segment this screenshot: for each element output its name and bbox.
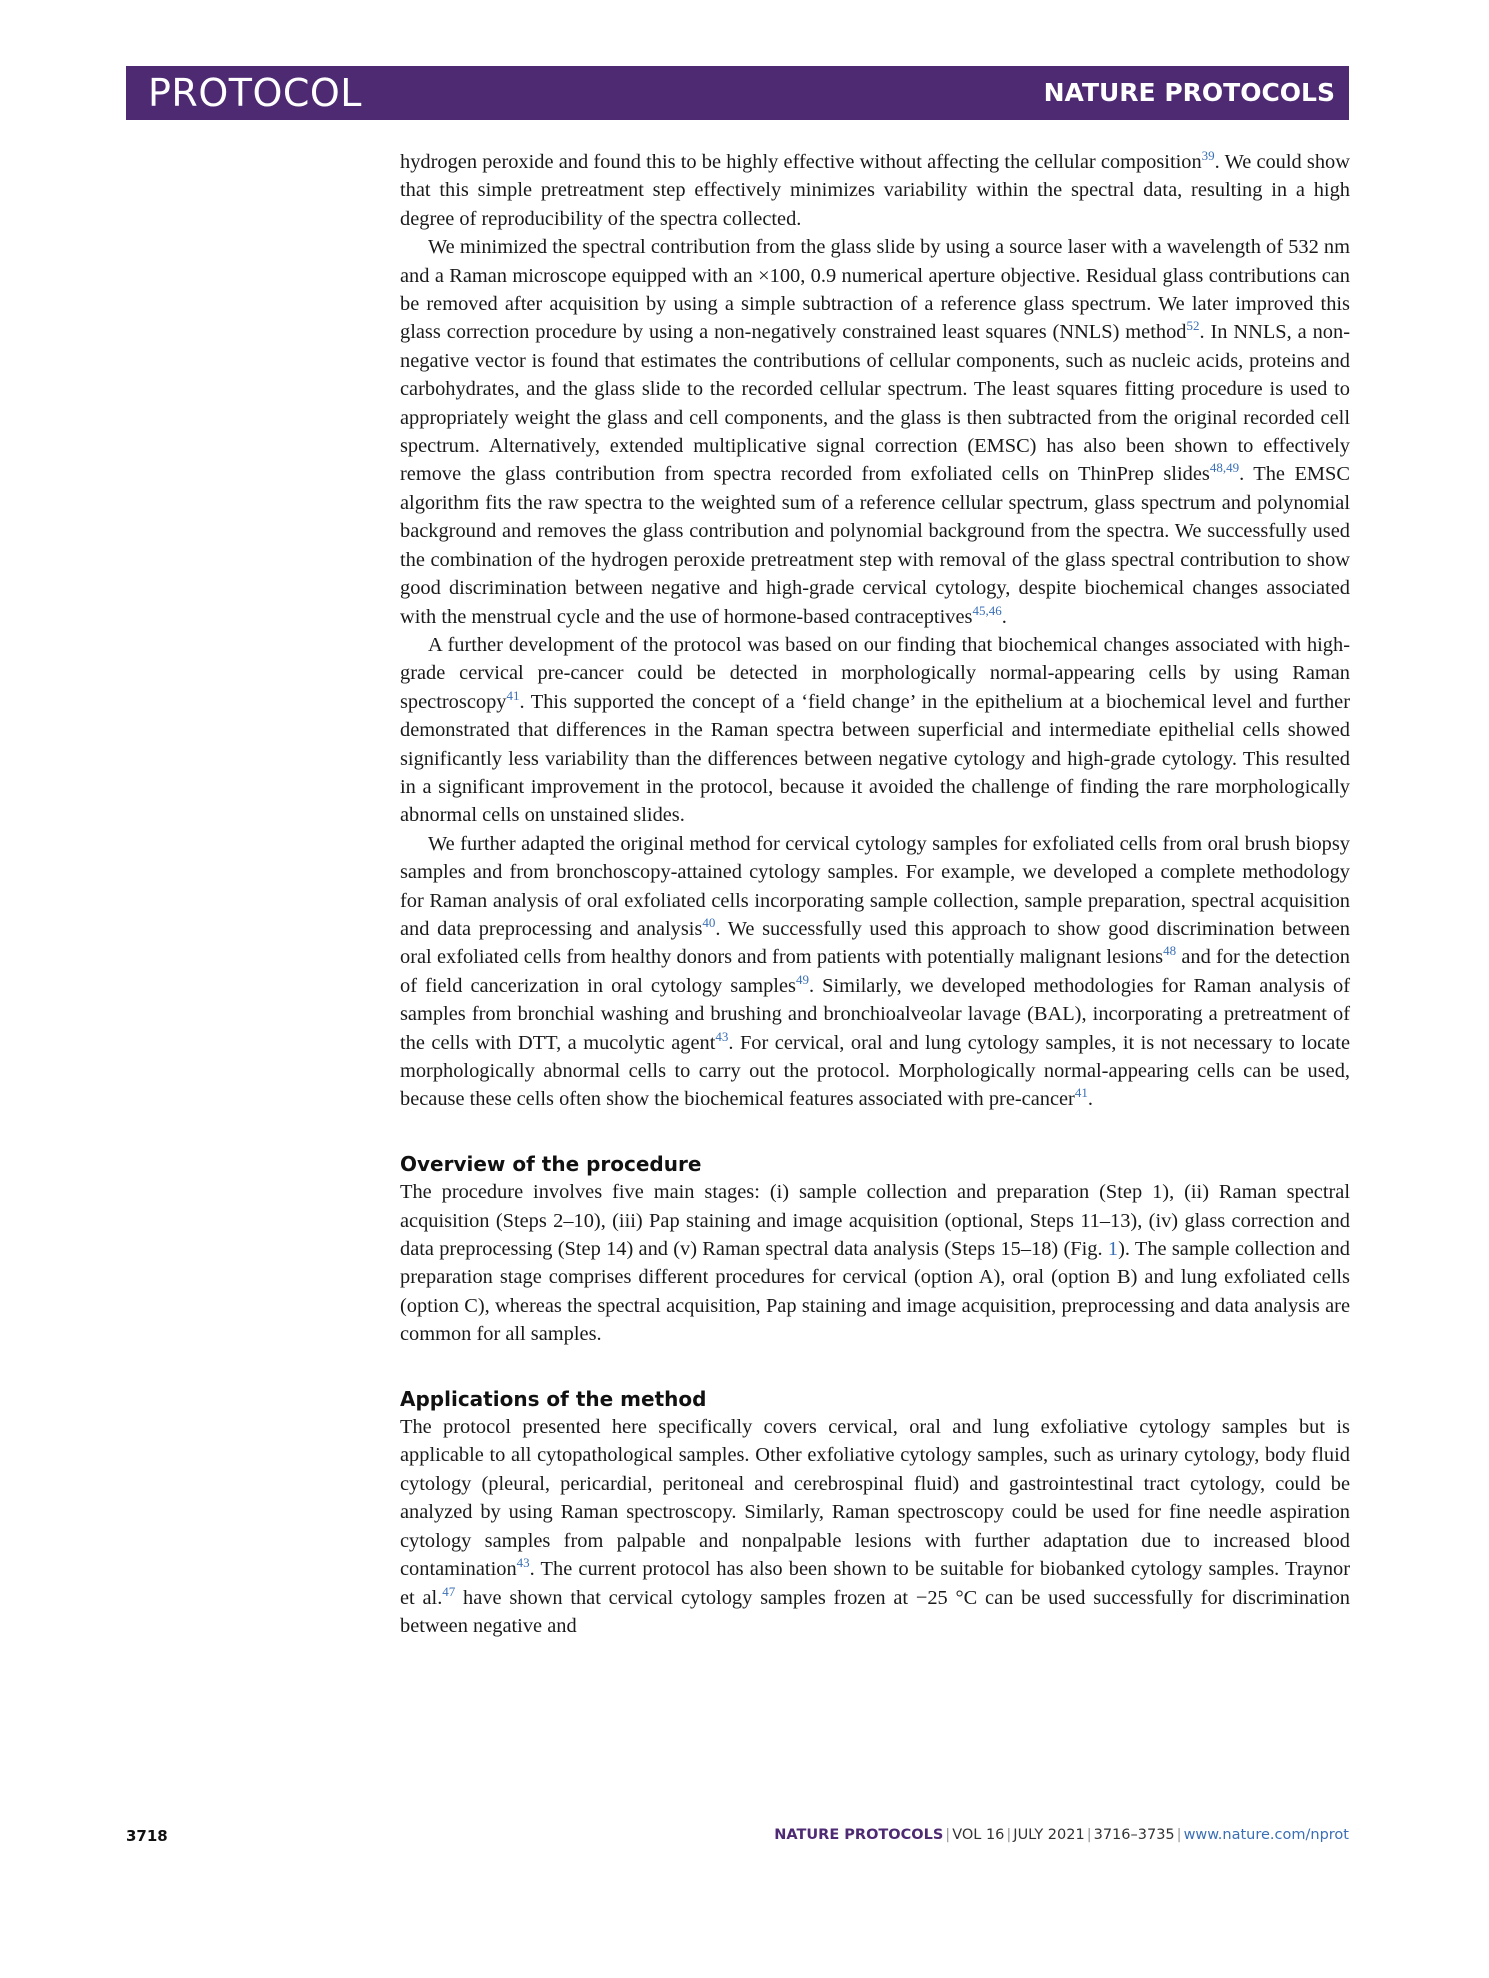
section-heading-applications: Applications of the method (400, 1386, 707, 1411)
citation-link[interactable]: 47 (442, 1583, 456, 1599)
paragraph: The procedure involves five main stages: (i) sample collection and preparation (Step 1), (ii) Raman spectral acquisition (Steps 2–10), (iii) Pap staining and image acquisition (optional, Steps 11–13), (iv) glass correction and data preprocessing (Step 14) and (v) Raman spectral data analysis (Steps 15–18) (Fig. 1). The sample collection and preparation stage comprises different procedures for cervical (option A), oral (option B) and lung exfoliated cells (option C), whereas the spectral acquisition, Pap staining and image acquisition, preprocessing and data analysis are common for all samples. (400, 1181, 1350, 1346)
figure-link[interactable]: 1 (1107, 1238, 1119, 1261)
section-heading-overview: Overview of the procedure (400, 1151, 702, 1176)
page-number: 3718 (126, 1827, 168, 1845)
paragraph: A further development of the protocol was based on our finding that biochemical changes associated with high-grade cervical pre-cancer could be detected in morphologically normal-appearing cells by using Raman spectroscopy$^{41}$. This supported the concept of a ‘field change’ in the epithelium at a biochemical level and further demonstrated that differences in the Raman spectra between superficial and intermediate epithelial cells showed significantly less variability than the differences between negative cytology and high-grade cytology. This resulted in a significant improvement in the protocol, because it avoided the challenge of finding the rare morphologically abnormal cells on unstained slides. (400, 633, 1350, 827)
footer-pages: 3716–3735 (1093, 1827, 1175, 1843)
citation-link[interactable]: 48 (1163, 943, 1177, 959)
citation-link[interactable]: 43 (516, 1555, 530, 1571)
paragraph: We minimized the spectral contribution from the glass slide by using a source laser with a wavelength of 532 nm and a Raman microscope equipped with an ×100, 0.9 numerical aperture objective. Residual glass contributions can be removed after acquisition by using a simple subtraction of a reference glass spectrum. We later improved this glass correction procedure by using a non-negatively constrained least squares (NNLS) method$^{52}$. In NNLS, a non-negative vector is found that estimates the contributions of cellular components, such as nucleic acids, proteins and carbohydrates, and the glass slide to the recorded cellular spectrum. The least squares fitting procedure is used to appropriately weight the glass and cell components, and the glass is then subtracted from the original recorded cell spectrum. Alternatively, extended multiplicative signal correction (EMSC) has also been shown to effectively remove the glass contribution from spectra recorded from exfoliated cells on ThinPrep slides$^{48,49}$. The EMSC algorithm fits the raw spectra to the weighted sum of a reference cellular spectrum, glass spectrum and polynomial background and removes the glass contribution and polynomial background from the spectra. We successfully used the combination of the hydrogen peroxide pretreatment step with removal of the glass spectral contribution to show good discrimination between negative and high-grade cervical cytology, despite biochemical changes associated with the menstrual cycle and the use of hormone-based contraceptives$^{45,46}$. (400, 236, 1350, 628)
citation-link[interactable]: 48,49 (1209, 460, 1240, 476)
citation-link[interactable]: 45,46 (972, 602, 1002, 618)
paragraph: hydrogen peroxide and found this to be highly effective without affecting the cellular composition$^{39}$. We could show that this simple pretreatment step effectively minimizes variability within the spectral data, resulting in a high degree of reproducibility of the spectra collected. (400, 148, 1350, 230)
citation-link[interactable]: 39 (1201, 148, 1215, 164)
header-bar (126, 66, 1349, 120)
footer-url-link[interactable]: www.nature.com/nprot (1183, 1827, 1349, 1843)
paragraph: We further adapted the original method for cervical cytology samples for exfoliated cells from oral brush biopsy samples and from bronchoscopy-attained cytology samples. For example, we developed a complete methodology for Raman analysis of oral exfoliated cells incorporating sample collection, sample preparation, spectral acquisition and data preprocessing and analysis$^{40}$. We successfully used this approach to show good discrimination between oral exfoliated cells from healthy donors and from patients with potentially malignant lesions$^{48}$ and for the detection of field cancerization in oral cytology samples$^{49}$. Similarly, we developed methodologies for Raman analysis of samples from bronchial washing and brushing and bronchioalveolar lavage (BAL), incorporating a pretreatment of the cells with DTT, a mucolytic agent$^{43}$. For cervical, oral and lung cytology samples, it is not necessary to locate morphologically abnormal cells to carry out the protocol. Morphologically normal-appearing cells can be used, because these cells often show the biochemical features associated with pre-cancer$^{41}$. (400, 832, 1350, 1111)
footer-volume: VOL 16 (952, 1827, 1005, 1843)
journal-label: NATURE PROTOCOLS (1043, 78, 1335, 107)
section-label: PROTOCOL (148, 71, 362, 115)
citation-link[interactable]: 41 (506, 687, 520, 703)
citation-link[interactable]: 43 (715, 1028, 729, 1044)
paragraph: The protocol presented here specifically covers cervical, oral and lung exfoliative cytology samples but is applicable to all cytopathological samples. Other exfoliative cytology samples, such as urinary cytology, body fluid cytology (pleural, pericardial, peritoneal and cerebrospinal fluid) and gastrointestinal tract cytology, could be analyzed by using Raman spectroscopy. Similarly, Raman spectroscopy could be used for fine needle aspiration cytology samples from palpable and nonpalpable lesions with further adaptation due to increased blood contamination$^{43}$. The current protocol has also been shown to be suitable for biobanked cytology samples. Traynor et al.$^{47}$ have shown that cervical cytology samples frozen at −25 °C can be used successfully for discrimination between negative and (400, 1416, 1350, 1637)
citation-link[interactable]: 49 (795, 971, 809, 987)
article-body (400, 148, 1350, 1640)
footer-date: JULY 2021 (1013, 1827, 1085, 1843)
citation-link[interactable]: 40 (702, 915, 716, 931)
footer-citation: NATURE PROTOCOLS | VOL 16 | JULY 2021 | 3716–3735 | www.nature.com/nprot (774, 1827, 1349, 1843)
citation-link[interactable]: 52 (1186, 318, 1200, 334)
footer-journal: NATURE PROTOCOLS (774, 1827, 944, 1843)
citation-link[interactable]: 41 (1074, 1085, 1088, 1101)
